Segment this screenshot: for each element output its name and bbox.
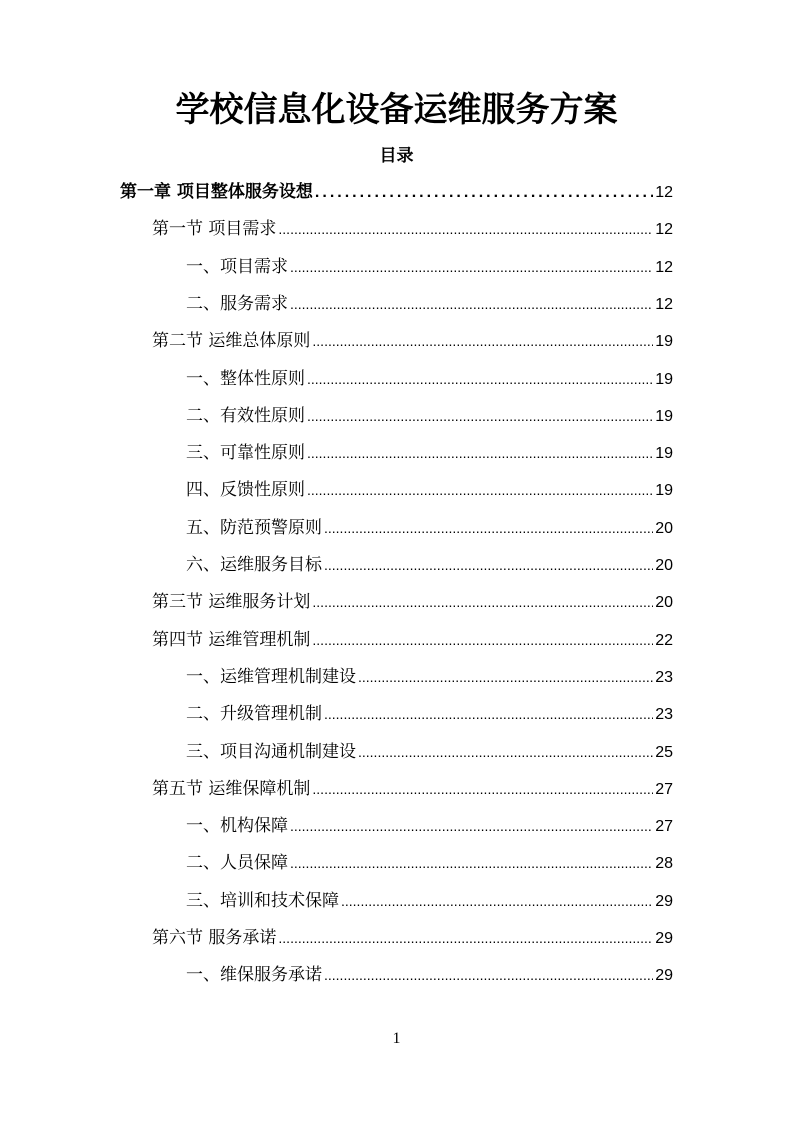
- toc-leader-dots: [307, 477, 653, 503]
- toc-entry[interactable]: [152, 589, 673, 615]
- toc-leader-dots: [307, 440, 653, 466]
- toc-entry-page: 19: [655, 407, 673, 425]
- toc-entry-label: 二、人员保障: [186, 853, 288, 874]
- toc-leader-dots: [358, 664, 653, 690]
- toc-leader-dots: [312, 328, 653, 354]
- toc-entry-label: 一、运维管理机制建设: [186, 666, 356, 687]
- toc-leader-dots: [324, 962, 653, 988]
- toc-entry[interactable]: [186, 366, 673, 392]
- toc-leader-dots: [312, 627, 653, 653]
- toc-entry-label: 第四节 运维管理机制: [152, 629, 311, 650]
- toc-leader-dots: [290, 813, 653, 839]
- toc-entry-label: 六、运维服务目标: [186, 555, 322, 575]
- toc-entry-page: 27: [655, 780, 673, 798]
- toc-entry[interactable]: [186, 813, 673, 839]
- toc-entry-page: 19: [655, 370, 673, 388]
- toc-entry-page: 20: [655, 519, 673, 537]
- toc-entry-page: 29: [655, 967, 673, 985]
- toc-entry-page: 27: [655, 818, 673, 836]
- toc-entry-page: 25: [655, 743, 673, 761]
- toc-entry-page: 20: [655, 557, 673, 574]
- toc-entry-label: 一、机构保障: [186, 816, 288, 837]
- toc-entry-page: 29: [655, 930, 673, 947]
- toc-entry[interactable]: [186, 850, 673, 876]
- toc-entry[interactable]: [152, 328, 673, 354]
- toc-entry-label: 第三节 运维服务计划: [152, 592, 311, 613]
- toc-entry[interactable]: [186, 477, 673, 503]
- toc-entry[interactable]: [186, 664, 673, 690]
- toc-entry-page: 19: [655, 445, 673, 463]
- toc-entry-label: 第一节 项目需求: [152, 219, 277, 240]
- toc-leader-dots: [324, 552, 653, 578]
- toc-entry-label: 一、整体性原则: [186, 368, 305, 389]
- toc-leader-dots: [341, 888, 653, 914]
- toc-entry-page: 20: [655, 594, 673, 612]
- toc-entry[interactable]: [186, 440, 673, 466]
- toc-leader-dots: [290, 850, 653, 876]
- toc-entry-label: 第五节 运维保障机制: [152, 778, 311, 799]
- toc-entry-label: 二、服务需求: [186, 293, 288, 314]
- toc-entry[interactable]: [152, 925, 673, 951]
- toc-entry-label: 一、项目需求: [186, 256, 288, 277]
- toc-entry[interactable]: [152, 216, 673, 242]
- toc-entry[interactable]: [186, 254, 673, 280]
- toc-entry-label: 第一章 项目整体服务设想: [120, 182, 313, 202]
- toc-entry[interactable]: [186, 888, 673, 914]
- toc-leader-dots: [315, 180, 653, 206]
- toc-entry-label: 四、反馈性原则: [186, 480, 305, 501]
- toc-entry[interactable]: [186, 515, 673, 541]
- toc-leader-dots: [278, 925, 653, 951]
- toc-entry-label: 三、可靠性原则: [186, 443, 305, 464]
- toc-leader-dots: [324, 701, 653, 727]
- toc-entry[interactable]: [120, 179, 673, 205]
- toc-entry-page: 23: [655, 668, 673, 686]
- toc-entry-page: 12: [655, 258, 673, 276]
- toc-entry-page: 22: [655, 631, 673, 649]
- toc-leader-dots: [307, 366, 653, 392]
- toc-entry-label: 三、培训和技术保障: [186, 890, 339, 911]
- toc-entry-label: 第六节 服务承诺: [152, 928, 277, 948]
- toc-entry-page: 19: [655, 482, 673, 500]
- toc-entry[interactable]: [186, 291, 673, 317]
- toc-entry-page: 23: [655, 706, 673, 724]
- toc-leader-dots: [278, 216, 653, 242]
- toc-leader-dots: [312, 776, 653, 802]
- toc-entry-page: 28: [655, 855, 673, 873]
- toc-entry[interactable]: [186, 552, 673, 578]
- toc-entry[interactable]: [186, 701, 673, 727]
- toc-entry-page: 29: [655, 892, 673, 910]
- toc-entry-label: 第二节 运维总体原则: [152, 331, 311, 352]
- toc-entry-label: 五、防范预警原则: [186, 517, 322, 538]
- toc-entry-page: 12: [655, 221, 673, 239]
- toc-entry-page: 12: [655, 184, 673, 201]
- toc-entry[interactable]: [152, 627, 673, 653]
- toc-entry-label: 二、升级管理机制: [186, 704, 322, 725]
- toc-entry[interactable]: [152, 776, 673, 802]
- toc-entry-page: 12: [655, 295, 673, 313]
- toc-entry-label: 一、维保服务承诺: [186, 965, 322, 986]
- toc-entry[interactable]: [186, 739, 673, 765]
- toc-leader-dots: [290, 291, 653, 317]
- toc-entry-page: 19: [655, 333, 673, 351]
- toc-leader-dots: [358, 739, 653, 765]
- toc-heading: 目录: [379, 146, 414, 166]
- toc-entry-label: 三、项目沟通机制建设: [186, 741, 356, 762]
- toc-leader-dots: [312, 589, 653, 615]
- toc-entry[interactable]: [186, 403, 673, 429]
- toc-leader-dots: [290, 254, 653, 280]
- toc-leader-dots: [307, 403, 653, 429]
- toc-entry[interactable]: [186, 962, 673, 988]
- page-number: 1: [392, 1030, 401, 1047]
- toc-entry-label: 二、有效性原则: [186, 405, 305, 426]
- document-title: 学校信息化设备运维服务方案: [175, 90, 618, 130]
- toc-leader-dots: [324, 515, 653, 541]
